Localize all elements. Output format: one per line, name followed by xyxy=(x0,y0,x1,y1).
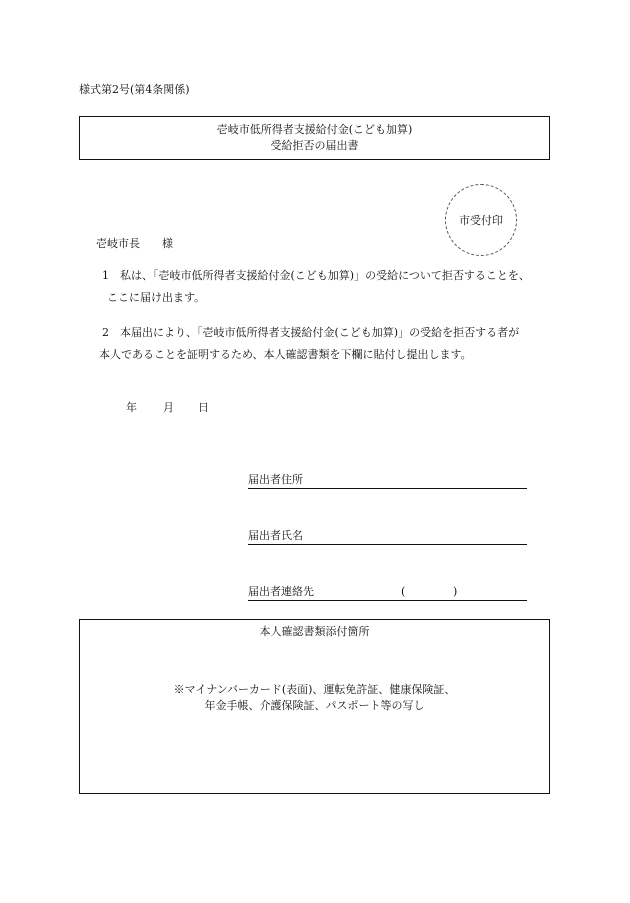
name-label: 届出者氏名 xyxy=(248,529,303,542)
date-year: 年 xyxy=(126,401,137,414)
title-box xyxy=(79,116,550,160)
paragraph-2-line-2: 本人であることを証明するため、本人確認書類を下欄に貼付し提出します。 xyxy=(99,348,472,361)
paragraph-2-number: 2 xyxy=(102,326,109,339)
date-month: 月 xyxy=(163,401,174,414)
date-day: 日 xyxy=(198,401,209,414)
attachment-note xyxy=(80,682,549,714)
contact-field[interactable] xyxy=(248,584,527,601)
contact-label: 届出者連絡先 xyxy=(248,585,314,598)
title-line-2: 受給拒否の届出書 xyxy=(270,139,359,152)
stamp-label: 市受付印 xyxy=(459,214,503,227)
reception-stamp-area xyxy=(445,184,517,256)
addressee-name: 壱岐市長 xyxy=(96,237,140,250)
name-field[interactable] xyxy=(248,528,527,545)
addressee-honorific: 様 xyxy=(162,237,173,250)
title-line-1: 壱岐市低所得者支援給付金(こども加算) xyxy=(216,123,413,136)
date-line xyxy=(126,399,209,415)
paragraph-1-text: 私は、「壱岐市低所得者支援給付金(こども加算)」の受給について拒否することを、 xyxy=(120,269,530,282)
paragraph-1-line-1 xyxy=(102,265,530,287)
attachment-title: 本人確認書類添付箇所 xyxy=(259,625,370,638)
address-field[interactable] xyxy=(248,472,527,489)
paragraph-1-number: 1 xyxy=(102,269,109,282)
contact-paren-open: ( xyxy=(401,585,406,598)
contact-paren-close: ) xyxy=(453,585,458,598)
addressee xyxy=(96,235,173,251)
paragraph-1-line-2: ここに届け出ます。 xyxy=(107,291,206,304)
form-number: 様式第2号(第4条関係) xyxy=(79,83,190,96)
paragraph-2-text: 本届出により、「壱岐市低所得者支援給付金(こども加算)」の受給を拒否する者が xyxy=(120,326,520,339)
id-document-attachment-box xyxy=(79,619,550,794)
paragraph-2-line-1 xyxy=(102,322,519,344)
attachment-note-line-1: ※マイナンバーカード(表面)、運転免許証、健康保険証、 xyxy=(173,683,456,696)
attachment-note-line-2: 年金手帳、介護保険証、パスポート等の写し xyxy=(204,699,425,712)
address-label: 届出者住所 xyxy=(248,473,303,486)
